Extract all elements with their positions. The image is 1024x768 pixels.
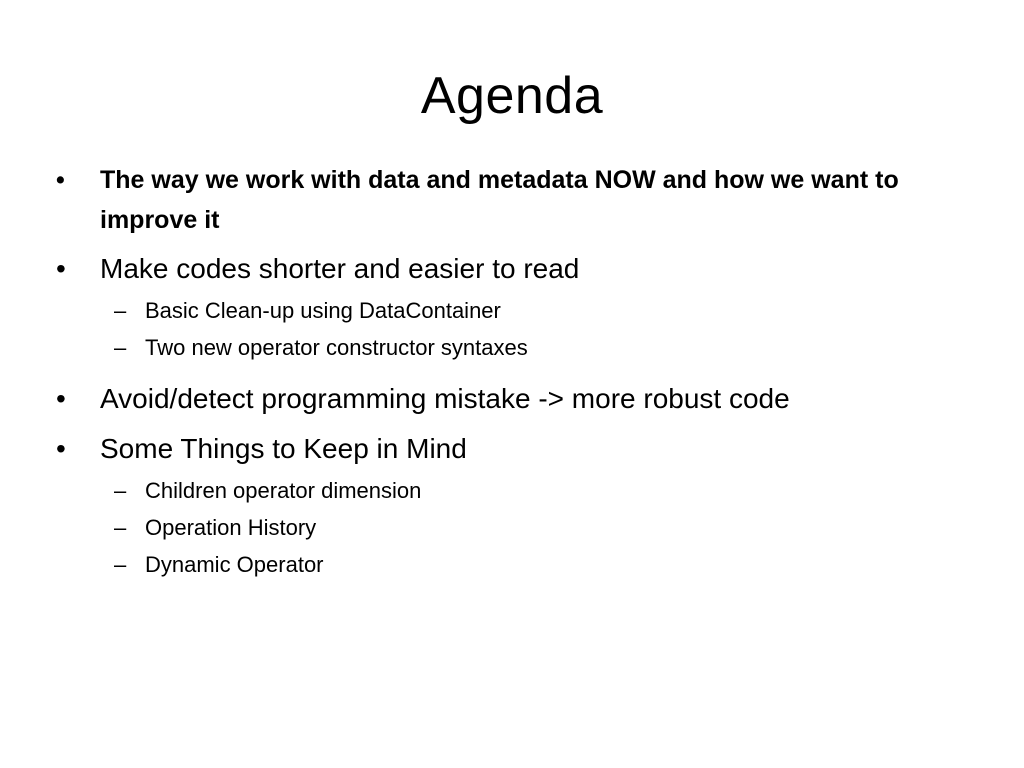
dash-icon: – [114, 298, 127, 323]
bullet-icon: • [56, 383, 66, 414]
bullet-icon: • [56, 166, 65, 194]
dash-icon: – [114, 515, 127, 540]
sub-item [56, 333, 986, 363]
dash-icon: – [114, 552, 127, 577]
bullet-text: Avoid/detect programming mistake -> more robust code [100, 383, 790, 414]
sub-item [56, 513, 986, 543]
bullet-item-2 [56, 250, 986, 288]
bullet-item-3 [56, 380, 986, 418]
sub-item [56, 476, 986, 506]
slide-title: Agenda [420, 67, 604, 125]
bullet-text: The way we work with data and metadata NOW and how we want to improve it [100, 166, 899, 234]
sub-item-text: Two new operator constructor syntaxes [145, 335, 528, 360]
sub-item-text: Children operator dimension [145, 478, 422, 503]
sub-item [56, 296, 986, 326]
dash-icon: – [114, 335, 127, 360]
dash-icon: – [114, 478, 127, 503]
sub-item-text: Basic Clean-up using DataContainer [145, 298, 501, 323]
bullet-icon: • [56, 253, 66, 284]
bullet-list [56, 160, 986, 591]
bullet-item-4 [56, 430, 986, 468]
bullet-text: Some Things to Keep in Mind [100, 433, 467, 464]
bullet-icon: • [56, 433, 66, 464]
sub-item-text: Operation History [145, 515, 317, 540]
bullet-text: Make codes shorter and easier to read [100, 253, 580, 284]
bullet-item-1 [56, 160, 986, 240]
sub-item [56, 550, 986, 580]
sub-item-text: Dynamic Operator [145, 552, 324, 577]
